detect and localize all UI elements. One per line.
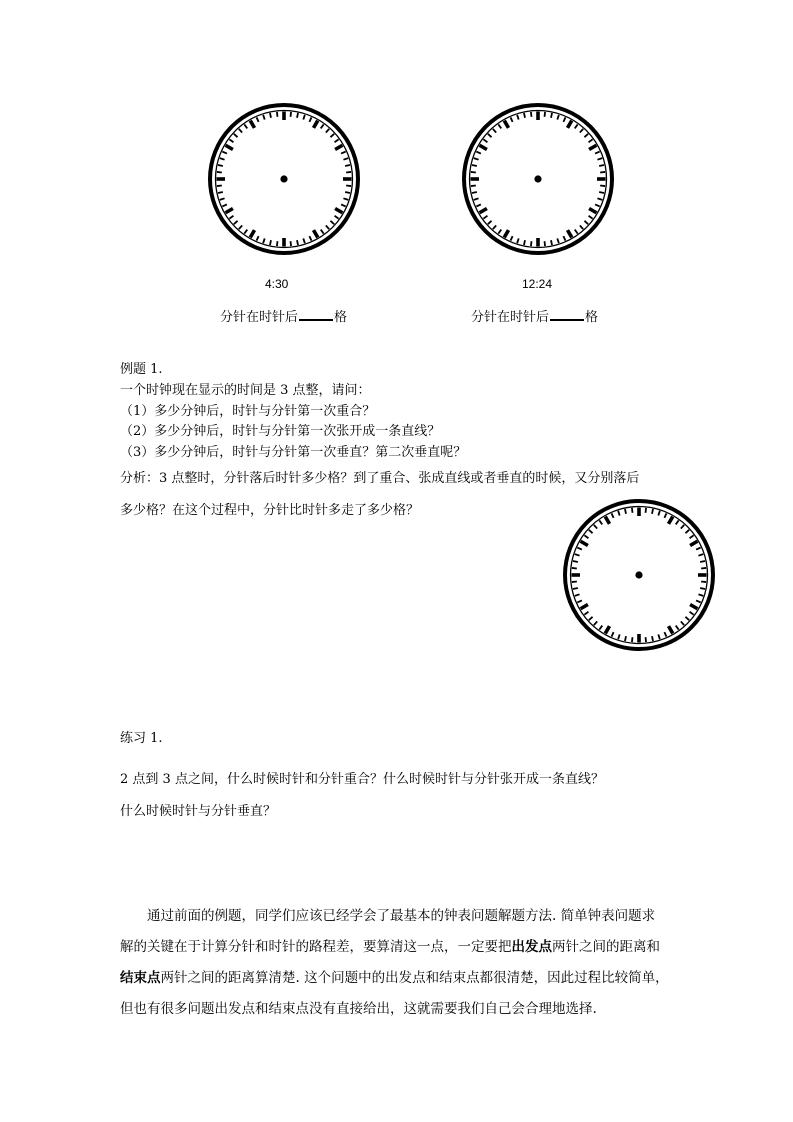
minute-tick (575, 554, 580, 556)
minute-tick (326, 225, 329, 229)
summary-line-4: 但也有很多问题出发点和结束点没有直接给出，这就需要我们自己会合理地选择. (120, 1001, 597, 1017)
summary-line-2 (120, 935, 660, 955)
exercise-line-1: 2 点到 3 点之间，什么时候时针和分针重合？什么时候时针与分针张开成一条直线？ (120, 772, 604, 787)
minute-tick (263, 115, 265, 120)
minute-tick (218, 192, 223, 193)
hour-tick (314, 230, 318, 237)
minute-tick (303, 238, 305, 243)
hour-tick (568, 121, 572, 128)
minute-tick (658, 634, 660, 639)
clock-2-question-prefix: 分针在时针后 (471, 310, 550, 325)
minute-tick (483, 139, 487, 142)
minute-tick (612, 513, 614, 518)
minute-tick (646, 508, 647, 513)
minute-tick (652, 509, 653, 514)
start-point-emphasis: 出发点 (511, 939, 552, 955)
summary-line-2-text: 解的关键在于计算分针和时针的路程差，要算清这一点，一定要把 (120, 939, 512, 955)
minute-tick (584, 134, 588, 137)
minute-tick (493, 225, 496, 229)
minute-tick (700, 561, 705, 562)
minute-tick (625, 509, 626, 514)
example-question-2: （2）多少分钟后，时针与分针第一次张开成一条直线？ (120, 424, 441, 439)
example-question-3: （3）多少分钟后，时针与分针第一次垂直？第二次垂直呢？ (120, 445, 467, 460)
minute-tick (690, 612, 694, 615)
minute-tick (595, 152, 600, 154)
hour-tick (226, 209, 233, 213)
minute-tick (493, 129, 496, 133)
summary-line-3-tail: 两针之间的距离算清楚. 这个问题中的出发点和结束点都很清楚，因此过程比较简单， (160, 970, 669, 986)
minute-tick (341, 152, 346, 154)
minute-tick (701, 582, 706, 583)
minute-tick (696, 600, 701, 602)
minute-tick (488, 134, 492, 137)
minute-tick (589, 216, 593, 219)
exercise-title: 练习 1. (120, 731, 163, 746)
minute-tick (229, 139, 233, 142)
minute-tick (476, 204, 481, 206)
hour-tick (480, 145, 487, 149)
minute-tick (676, 520, 679, 524)
minute-tick (524, 240, 525, 245)
minute-tick (595, 204, 600, 206)
minute-tick (652, 636, 653, 641)
minute-tick (220, 198, 225, 200)
hour-tick (669, 626, 673, 633)
hour-tick (335, 209, 342, 213)
minute-tick (345, 165, 350, 166)
minute-tick (309, 236, 311, 241)
minute-tick (612, 632, 614, 637)
minute-tick (625, 636, 626, 641)
minute-tick (474, 198, 479, 200)
hour-tick (568, 230, 572, 237)
minute-tick (696, 548, 701, 550)
minute-tick (545, 112, 546, 117)
minute-tick (580, 225, 583, 229)
minute-tick (326, 129, 329, 133)
minute-tick (589, 139, 593, 142)
minute-tick (297, 113, 298, 118)
summary-line-3 (120, 966, 669, 986)
minute-tick (229, 216, 233, 219)
hour-tick (589, 209, 596, 213)
minute-tick (676, 626, 679, 630)
minute-tick (700, 588, 705, 589)
hour-tick (605, 626, 609, 633)
minute-tick (698, 594, 703, 596)
minute-tick (575, 230, 578, 234)
clock-2-time-caption: 12:24 (522, 277, 553, 291)
minute-tick (599, 520, 602, 524)
minute-tick (599, 165, 604, 166)
minute-tick (701, 568, 706, 569)
summary-line-2-tail: 两针之间的距离和 (552, 939, 660, 955)
clock-1-question-suffix: 格 (334, 310, 348, 325)
minute-tick (575, 594, 580, 596)
minute-tick (698, 554, 703, 556)
minute-tick (346, 172, 351, 173)
hour-tick (690, 541, 697, 545)
hour-tick (314, 121, 318, 128)
minute-tick (297, 240, 298, 245)
end-point-emphasis: 结束点 (120, 970, 161, 986)
hour-tick (504, 121, 508, 128)
minute-tick (685, 617, 689, 620)
minute-tick (690, 535, 694, 538)
minute-tick (557, 238, 559, 243)
minute-tick (330, 221, 334, 224)
minute-tick (685, 530, 689, 533)
minute-tick (257, 236, 259, 241)
minute-tick (291, 241, 292, 246)
minute-tick (277, 241, 278, 246)
minute-tick (471, 172, 476, 173)
minute-tick (589, 530, 593, 533)
minute-tick (220, 158, 225, 160)
answer-blank[interactable] (550, 309, 584, 321)
minute-tick (594, 621, 597, 625)
minute-tick (511, 117, 513, 122)
minute-tick (580, 129, 583, 133)
clock-center-dot (280, 175, 287, 182)
minute-tick (594, 525, 597, 529)
hour-tick (250, 230, 254, 237)
minute-tick (572, 582, 577, 583)
minute-tick (309, 117, 311, 122)
minute-tick (681, 525, 684, 529)
clock-2-question-suffix: 格 (585, 310, 599, 325)
minute-tick (222, 204, 227, 206)
minute-tick (471, 186, 476, 187)
minute-tick (234, 134, 238, 137)
minute-tick (330, 134, 334, 137)
minute-tick (345, 192, 350, 193)
minute-tick (244, 230, 247, 234)
minute-tick (599, 626, 602, 630)
hour-tick (335, 145, 342, 149)
example-intro: 一个时钟现在显示的时间是 3 点整，请问： (120, 383, 371, 398)
minute-tick (575, 124, 578, 128)
minute-tick (632, 508, 633, 513)
hour-tick (669, 517, 673, 524)
minute-tick (599, 192, 604, 193)
minute-tick (664, 513, 666, 518)
minute-tick (472, 165, 477, 166)
minute-tick (257, 117, 259, 122)
summary-line-1: 通过前面的例题，同学们应该已经学会了最基本的钟表问题解题方法. 简单钟表问题求 (147, 908, 656, 924)
minute-tick (600, 172, 605, 173)
minute-tick (474, 158, 479, 160)
minute-tick (618, 511, 620, 516)
hour-tick (605, 517, 609, 524)
minute-tick (664, 632, 666, 637)
clock-face-2 (460, 101, 616, 257)
minute-tick (618, 634, 620, 639)
minute-tick (551, 240, 552, 245)
minute-tick (239, 129, 242, 133)
minute-tick (244, 124, 247, 128)
minute-tick (600, 186, 605, 187)
minute-tick (557, 115, 559, 120)
minute-tick (218, 165, 223, 166)
hour-tick (581, 605, 588, 609)
minute-tick (263, 238, 265, 243)
minute-tick (343, 158, 348, 160)
minute-tick (346, 186, 351, 187)
minute-tick (531, 112, 532, 117)
example-question-1: （1）多少分钟后，时针与分针第一次重合？ (120, 404, 376, 419)
minute-tick (270, 240, 271, 245)
answer-blank[interactable] (299, 309, 333, 321)
minute-tick (321, 230, 324, 234)
minute-tick (524, 113, 525, 118)
minute-tick (511, 236, 513, 241)
minute-tick (303, 115, 305, 120)
minute-tick (577, 548, 582, 550)
hour-tick (690, 605, 697, 609)
minute-tick (222, 152, 227, 154)
minute-tick (498, 124, 501, 128)
minute-tick (658, 511, 660, 516)
minute-tick (472, 192, 477, 193)
clock-1-time-caption: 4:30 (265, 277, 289, 291)
minute-tick (573, 588, 578, 589)
minute-tick (597, 158, 602, 160)
example-analysis-line-2: 多少格？在这个过程中，分针比时针多走了多少格？ (120, 503, 420, 518)
hour-tick (226, 145, 233, 149)
minute-tick (234, 221, 238, 224)
minute-tick (584, 612, 588, 615)
example-title: 例题 1. (120, 362, 163, 377)
minute-tick (589, 617, 593, 620)
clock-center-dot (635, 571, 642, 578)
minute-tick (531, 241, 532, 246)
hour-tick (581, 541, 588, 545)
minute-tick (563, 117, 565, 122)
minute-tick (476, 152, 481, 154)
exercise-line-2: 什么时候时针与分针垂直？ (120, 804, 277, 819)
minute-tick (646, 637, 647, 642)
minute-tick (217, 186, 222, 187)
minute-tick (632, 637, 633, 642)
minute-tick (217, 172, 222, 173)
hour-tick (589, 145, 596, 149)
minute-tick (551, 113, 552, 118)
minute-tick (483, 216, 487, 219)
clock-1-question-prefix: 分针在时针后 (220, 310, 299, 325)
minute-tick (517, 238, 519, 243)
clock-center-dot (534, 175, 541, 182)
hour-tick (504, 230, 508, 237)
minute-tick (335, 139, 339, 142)
minute-tick (584, 221, 588, 224)
clock-2-question (471, 306, 598, 325)
minute-tick (343, 198, 348, 200)
hour-tick (480, 209, 487, 213)
minute-tick (517, 115, 519, 120)
minute-tick (572, 568, 577, 569)
clock-1-question (220, 306, 347, 325)
minute-tick (488, 221, 492, 224)
clock-face-1 (206, 101, 362, 257)
minute-tick (498, 230, 501, 234)
minute-tick (277, 112, 278, 117)
minute-tick (335, 216, 339, 219)
minute-tick (545, 241, 546, 246)
minute-tick (341, 204, 346, 206)
minute-tick (681, 621, 684, 625)
minute-tick (577, 600, 582, 602)
minute-tick (573, 561, 578, 562)
minute-tick (584, 535, 588, 538)
minute-tick (563, 236, 565, 241)
minute-tick (270, 113, 271, 118)
minute-tick (239, 225, 242, 229)
clock-face-3 (561, 497, 717, 653)
minute-tick (597, 198, 602, 200)
minute-tick (291, 112, 292, 117)
example-analysis-line-1: 分析：3 点整时，分针落后时针多少格？到了重合、张成直线或者垂直的时候，又分别落后 (120, 471, 640, 486)
minute-tick (321, 124, 324, 128)
hour-tick (250, 121, 254, 128)
